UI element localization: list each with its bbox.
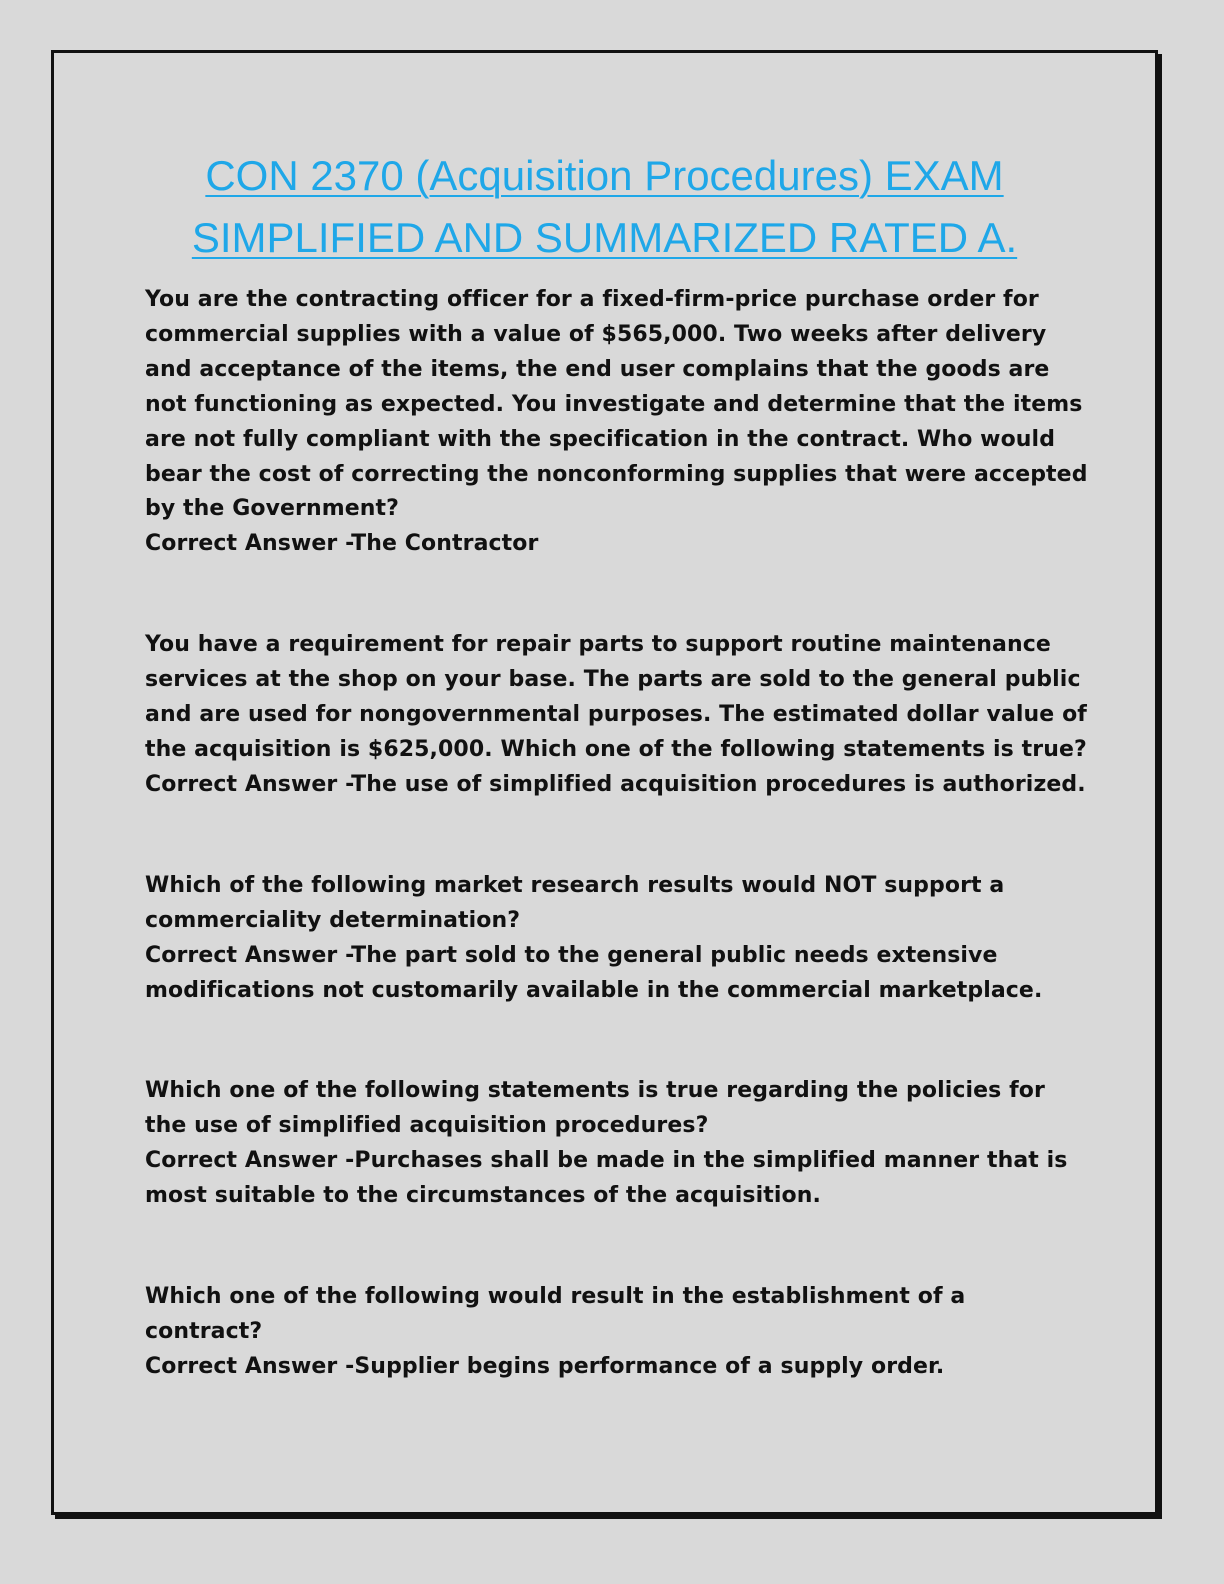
page-frame [51, 50, 1158, 1515]
qa-item-1 [145, 283, 1090, 562]
answer-5: Correct Answer -Supplier begins performance of a supply order. [145, 1353, 945, 1379]
answer-1: Correct Answer -The Contractor [145, 531, 539, 557]
question-2: You have a requirement for repair parts to support routine maintenance services at the shop on your base. The parts are sold to the general public and are used for nongovernmental purposes. The estimated dollar value of the acquisition is $625,000. Which one of the following statements is true? [145, 632, 1087, 762]
question-4: Which one of the following statements is true regarding the policies for the use of simplified acquisition procedures? [145, 1078, 1045, 1139]
qa-item-3 [145, 869, 1090, 1009]
document-title-line-1: CON 2370 (Acquisition Procedures) EXAM [205, 152, 1004, 199]
question-1: You are the contracting officer for a fixed-firm-price purchase order for commercial supplies with a value of $565,000. Two weeks after delivery and acceptance of the items, the end user complains that the goods are not functioning as expected. You investigate and determine that the items are not fully compliant with the specification in the contract. Who would bear the cost of correcting the nonconforming supplies that were accepted by the Government? [145, 287, 1088, 522]
question-5: Which one of the following would result in the establishment of a contract? [145, 1284, 966, 1344]
answer-4: Correct Answer -Purchases shall be made in the simplified manner that is most suitable to the circumstances of the acquisition. [145, 1148, 1068, 1209]
qa-list [145, 283, 1090, 1385]
qa-item-2 [145, 628, 1090, 803]
answer-3: Correct Answer -The part sold to the general public needs extensive modifications not customarily available in the commercial marketplace. [145, 942, 1043, 1003]
answer-2: Correct Answer -The use of simplified acquisition procedures is authorized. [145, 771, 1086, 797]
document-title [54, 145, 1155, 269]
qa-item-5 [145, 1280, 1090, 1385]
question-3: Which of the following market research results would NOT support a commerciality determination? [145, 872, 1005, 933]
document-title-line-2: SIMPLIFIED AND SUMMARIZED RATED A. [191, 214, 1018, 261]
qa-item-4 [145, 1074, 1090, 1214]
